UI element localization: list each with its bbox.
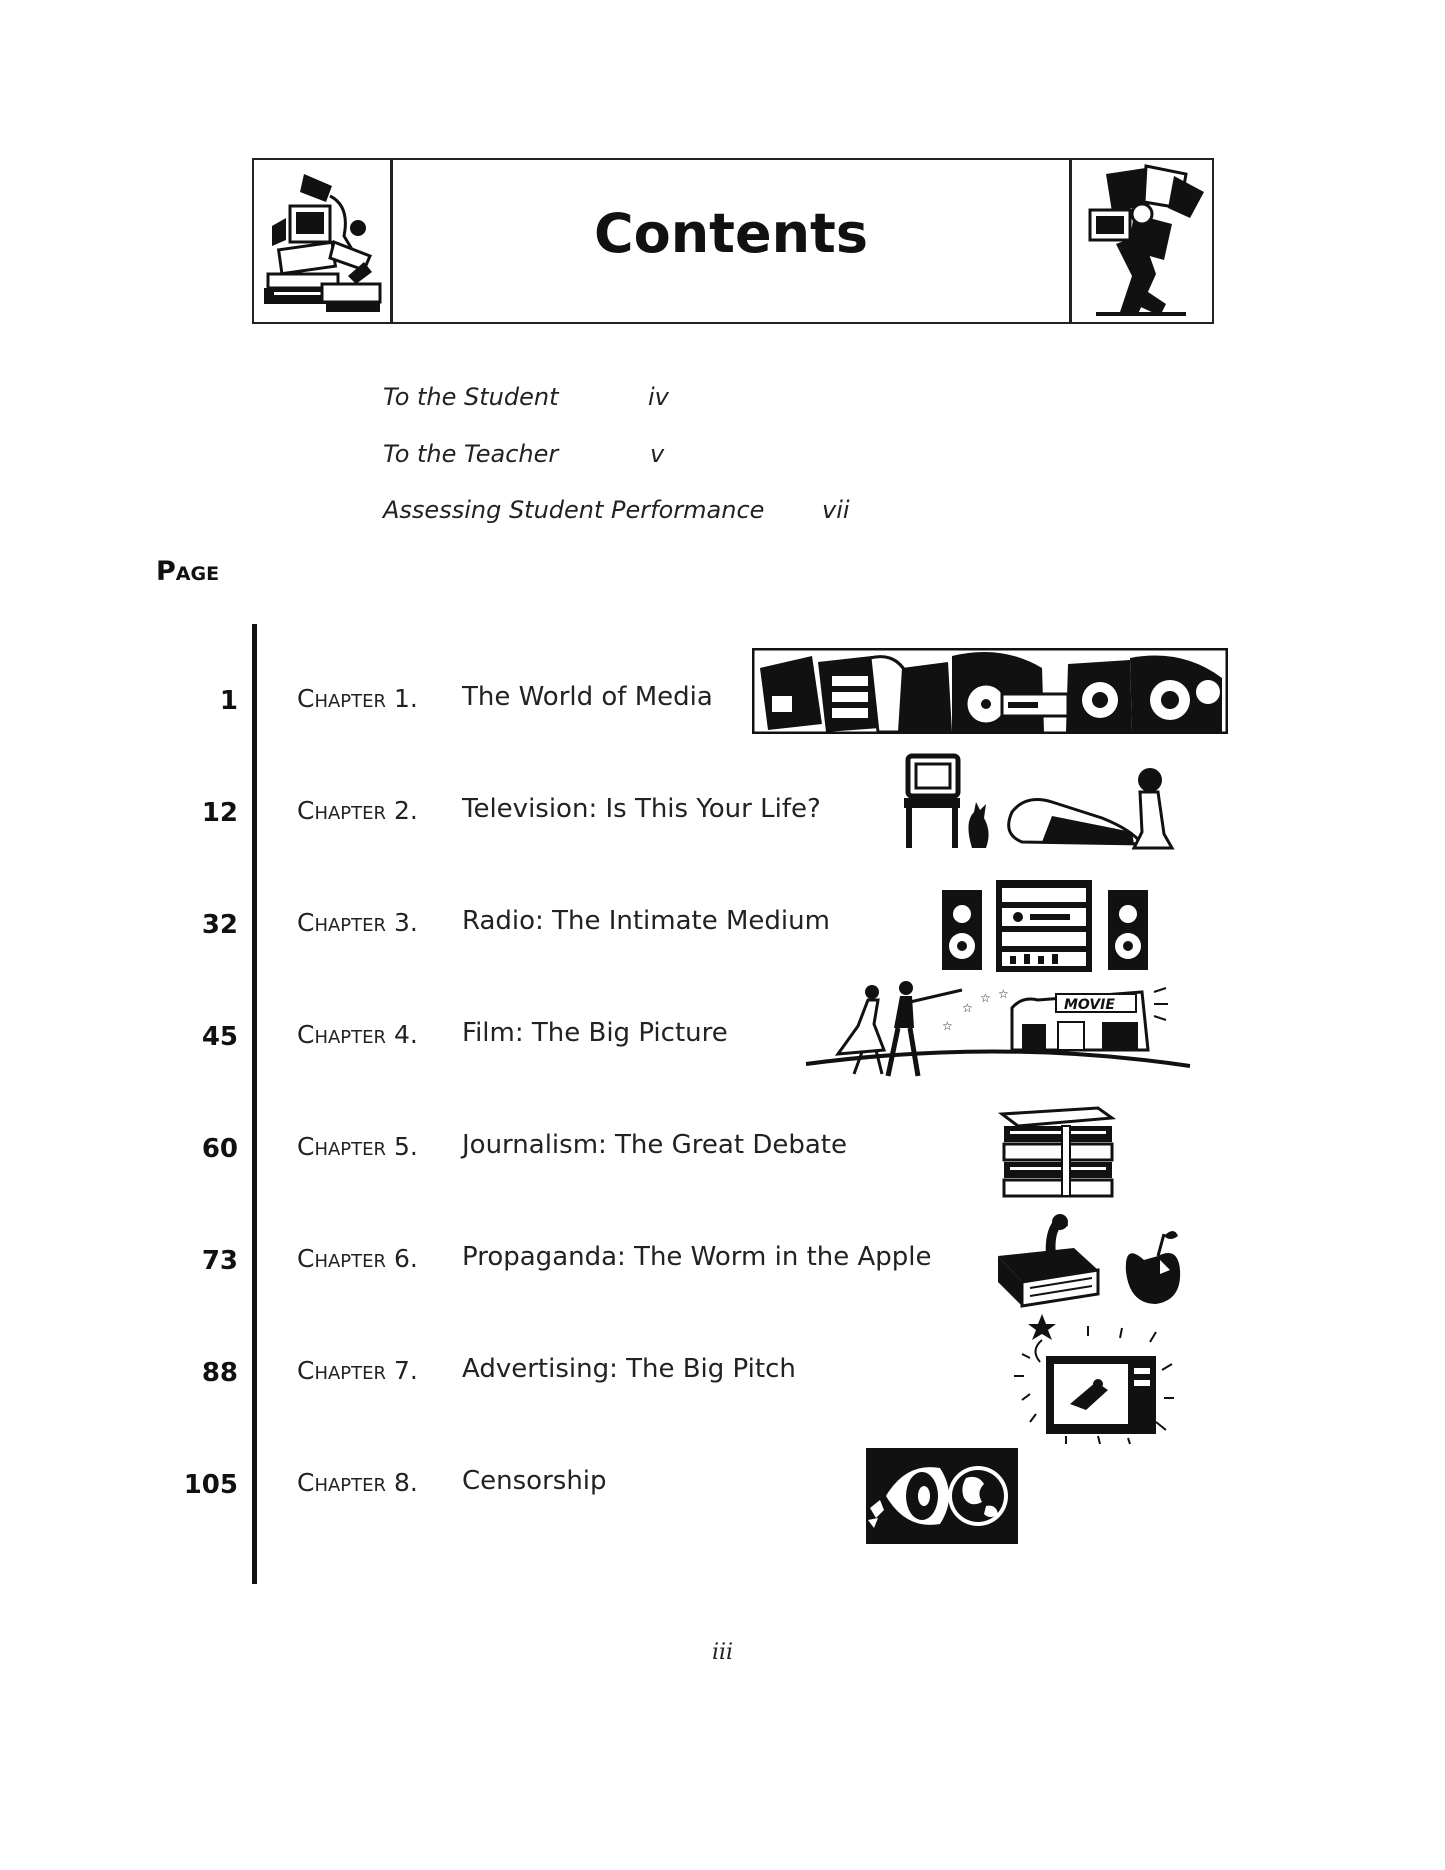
header-left-rule xyxy=(390,160,393,322)
front-matter-title-assessing[interactable]: Assessing Student Performance xyxy=(383,496,765,524)
chapter-5-title[interactable]: Journalism: The Great Debate xyxy=(462,1130,847,1160)
chapter-7-page-number: 88 xyxy=(201,1358,238,1388)
newspaper-stack-clipart-icon xyxy=(998,1104,1116,1200)
svg-text:☆: ☆ xyxy=(942,1019,953,1033)
advertising-tv-clipart-icon xyxy=(1010,1310,1180,1446)
page-column-rule xyxy=(252,624,257,1584)
chapter-4-page-number: 45 xyxy=(201,1022,238,1052)
person-carrying-media-clipart-icon xyxy=(1076,164,1210,320)
page-folio: iii xyxy=(711,1640,734,1665)
svg-text:☆: ☆ xyxy=(962,1001,973,1015)
chapter-1-page-number: 1 xyxy=(219,686,238,716)
stereo-system-clipart-icon xyxy=(940,876,1152,976)
chapter-8-title[interactable]: Censorship xyxy=(462,1466,607,1496)
front-matter-title-teacher[interactable]: To the Teacher xyxy=(383,440,559,468)
chapter-6-title[interactable]: Propaganda: The Worm in the Apple xyxy=(462,1242,932,1272)
chapter-1-label: Chapter 1. xyxy=(297,684,418,713)
front-matter-title-student[interactable]: To the Student xyxy=(383,383,559,411)
movie-sign-text: MOVIE xyxy=(1064,997,1115,1013)
chapter-1-title[interactable]: The World of Media xyxy=(462,682,713,712)
chapter-7-label: Chapter 7. xyxy=(297,1356,418,1385)
television-viewers-clipart-icon xyxy=(902,752,1178,852)
header-right-rule xyxy=(1069,160,1072,322)
chapter-6-label: Chapter 6. xyxy=(297,1244,418,1273)
front-matter-page-teacher: v xyxy=(650,440,665,468)
books-media-clipart-icon xyxy=(260,166,386,318)
front-matter-page-assessing: vii xyxy=(822,496,850,524)
svg-text:☆: ☆ xyxy=(980,991,991,1005)
svg-text:☆: ☆ xyxy=(998,987,1009,1001)
chapter-6-page-number: 73 xyxy=(201,1246,238,1276)
chapter-3-label: Chapter 3. xyxy=(297,908,418,937)
chapter-8-page-number: 105 xyxy=(183,1470,238,1500)
front-matter-page-student: iv xyxy=(648,383,669,411)
chapter-3-page-number: 32 xyxy=(201,910,238,940)
book-worm-apple-clipart-icon xyxy=(994,1212,1186,1312)
eye-globe-censorship-clipart-icon xyxy=(866,1448,1018,1544)
chapter-4-label: Chapter 4. xyxy=(297,1020,418,1049)
media-devices-banner-icon xyxy=(752,648,1228,734)
chapter-8-label: Chapter 8. xyxy=(297,1468,418,1497)
chapter-5-label: Chapter 5. xyxy=(297,1132,418,1161)
chapter-5-page-number: 60 xyxy=(201,1134,238,1164)
dancers-movie-theater-clipart-icon xyxy=(802,978,1194,1084)
chapter-2-title[interactable]: Television: Is This Your Life? xyxy=(462,794,821,824)
page-column-label: Page xyxy=(156,556,220,587)
chapter-7-title[interactable]: Advertising: The Big Pitch xyxy=(462,1354,796,1384)
contents-header-box xyxy=(252,158,1214,324)
page-title: Contents xyxy=(593,202,868,265)
chapter-4-title[interactable]: Film: The Big Picture xyxy=(462,1018,728,1048)
chapter-2-page-number: 12 xyxy=(201,798,238,828)
chapter-3-title[interactable]: Radio: The Intimate Medium xyxy=(462,906,830,936)
chapter-2-label: Chapter 2. xyxy=(297,796,418,825)
